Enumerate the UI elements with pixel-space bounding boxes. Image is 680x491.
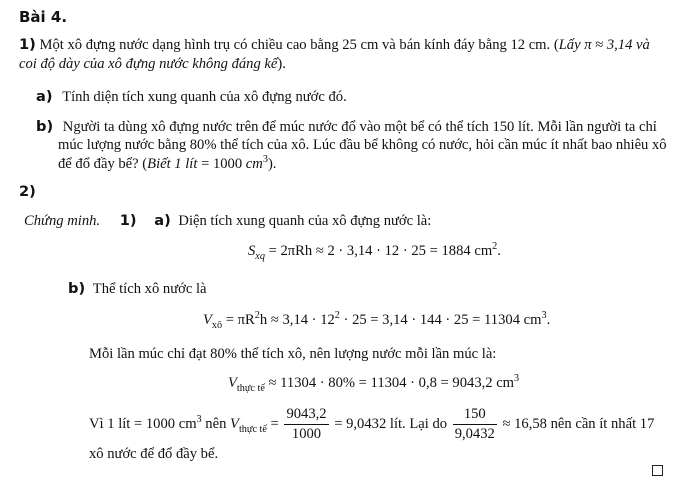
proof-part-a-text: Diện tích xung quanh của xô đựng nước là: <box>178 213 432 229</box>
part-b-text-2: múc lượng nước bằng 80% thể tích của xô. Lúc đầu bể không có nước, hỏi cần múc ít nhất bao nhiêu xô <box>58 137 667 153</box>
proof-part-b-text: Thể tích xô nước là <box>92 281 207 297</box>
problem-part-a <box>36 88 347 106</box>
qed-square-icon <box>652 465 663 476</box>
problem-part-b-line1 <box>36 118 657 136</box>
problem-1-hint: Lấy π ≈ 3,14 và <box>558 37 650 53</box>
fraction-count: $\frac{150}{9,0432}$ <box>454 406 495 442</box>
proof-conclusion-line2: xô nước để đổ đầy bể. <box>89 446 219 462</box>
proof-label: Chứng minh. <box>24 213 101 229</box>
part-b-label: b) <box>36 118 54 135</box>
part-a-text: Tính diện tích xung quanh của xô đựng nước đó. <box>62 89 347 105</box>
proof-part-a-label: a) <box>154 212 171 229</box>
problem-2-number: 2) <box>19 183 36 200</box>
exercise-title: Bài 4. <box>19 8 68 26</box>
problem-1-line2: coi độ dày của xô đựng nước không đáng kể). <box>19 56 286 72</box>
equation-lateral-area: $S_{xq} = 2\pi Rh \approx 2 \cdot 3,14 \cdot 12 \cdot 25 = 1884$ $cm^2$. <box>248 241 501 262</box>
problem-1-text: Một xô đựng nước dạng hình trụ có chiều cao bằng 25 cm và bán kính đáy bằng 12 cm. ( <box>39 37 559 53</box>
proof-part-b <box>68 280 206 298</box>
equation-actual-volume: $V_{thực tế} \approx 11304 \cdot 80\% = 11304 \cdot 0,8 = 9043,2$ $cm^3$ <box>228 373 520 394</box>
problem-1-number: 1) <box>19 36 36 53</box>
part-b-text-1: Người ta dùng xô đựng nước trên để múc nước đổ vào một bể có thể tích 150 lít. Mỗi lần người ta chỉ <box>62 119 657 135</box>
equation-volume: $V_{xô} = \pi R^2h \approx 3,14 \cdot 12^2 \cdot 25 = 3,14 \cdot 144 \cdot 25 = 11304$ $cm^3$. <box>203 310 551 331</box>
proof-conclusion-line1: Vì 1 lít = 1000 $cm^3$ nên $V_{thực tế}$ = $\frac{9043,2}{1000}$ = 9,0432 lít. Lại do $\frac{150}{9,0432}$ ≈ 16,58 nên cần ít nhất 17 <box>89 406 655 442</box>
proof-text-scoop: Mỗi lần múc chỉ đạt 80% thể tích xô, nên lượng nước mỗi lần múc là: <box>89 346 497 362</box>
proof-line1 <box>24 212 431 230</box>
proof-part-b-label: b) <box>68 280 86 297</box>
proof-part-1: 1) <box>119 212 137 229</box>
part-b-text-3: để đổ đầy bể? (Biết 1 lít = 1000 $cm^3$). <box>58 154 277 172</box>
problem-1-line1 <box>19 36 650 54</box>
part-a-label: a) <box>36 88 53 105</box>
fraction-liters: $\frac{9043,2}{1000}$ <box>286 406 327 442</box>
